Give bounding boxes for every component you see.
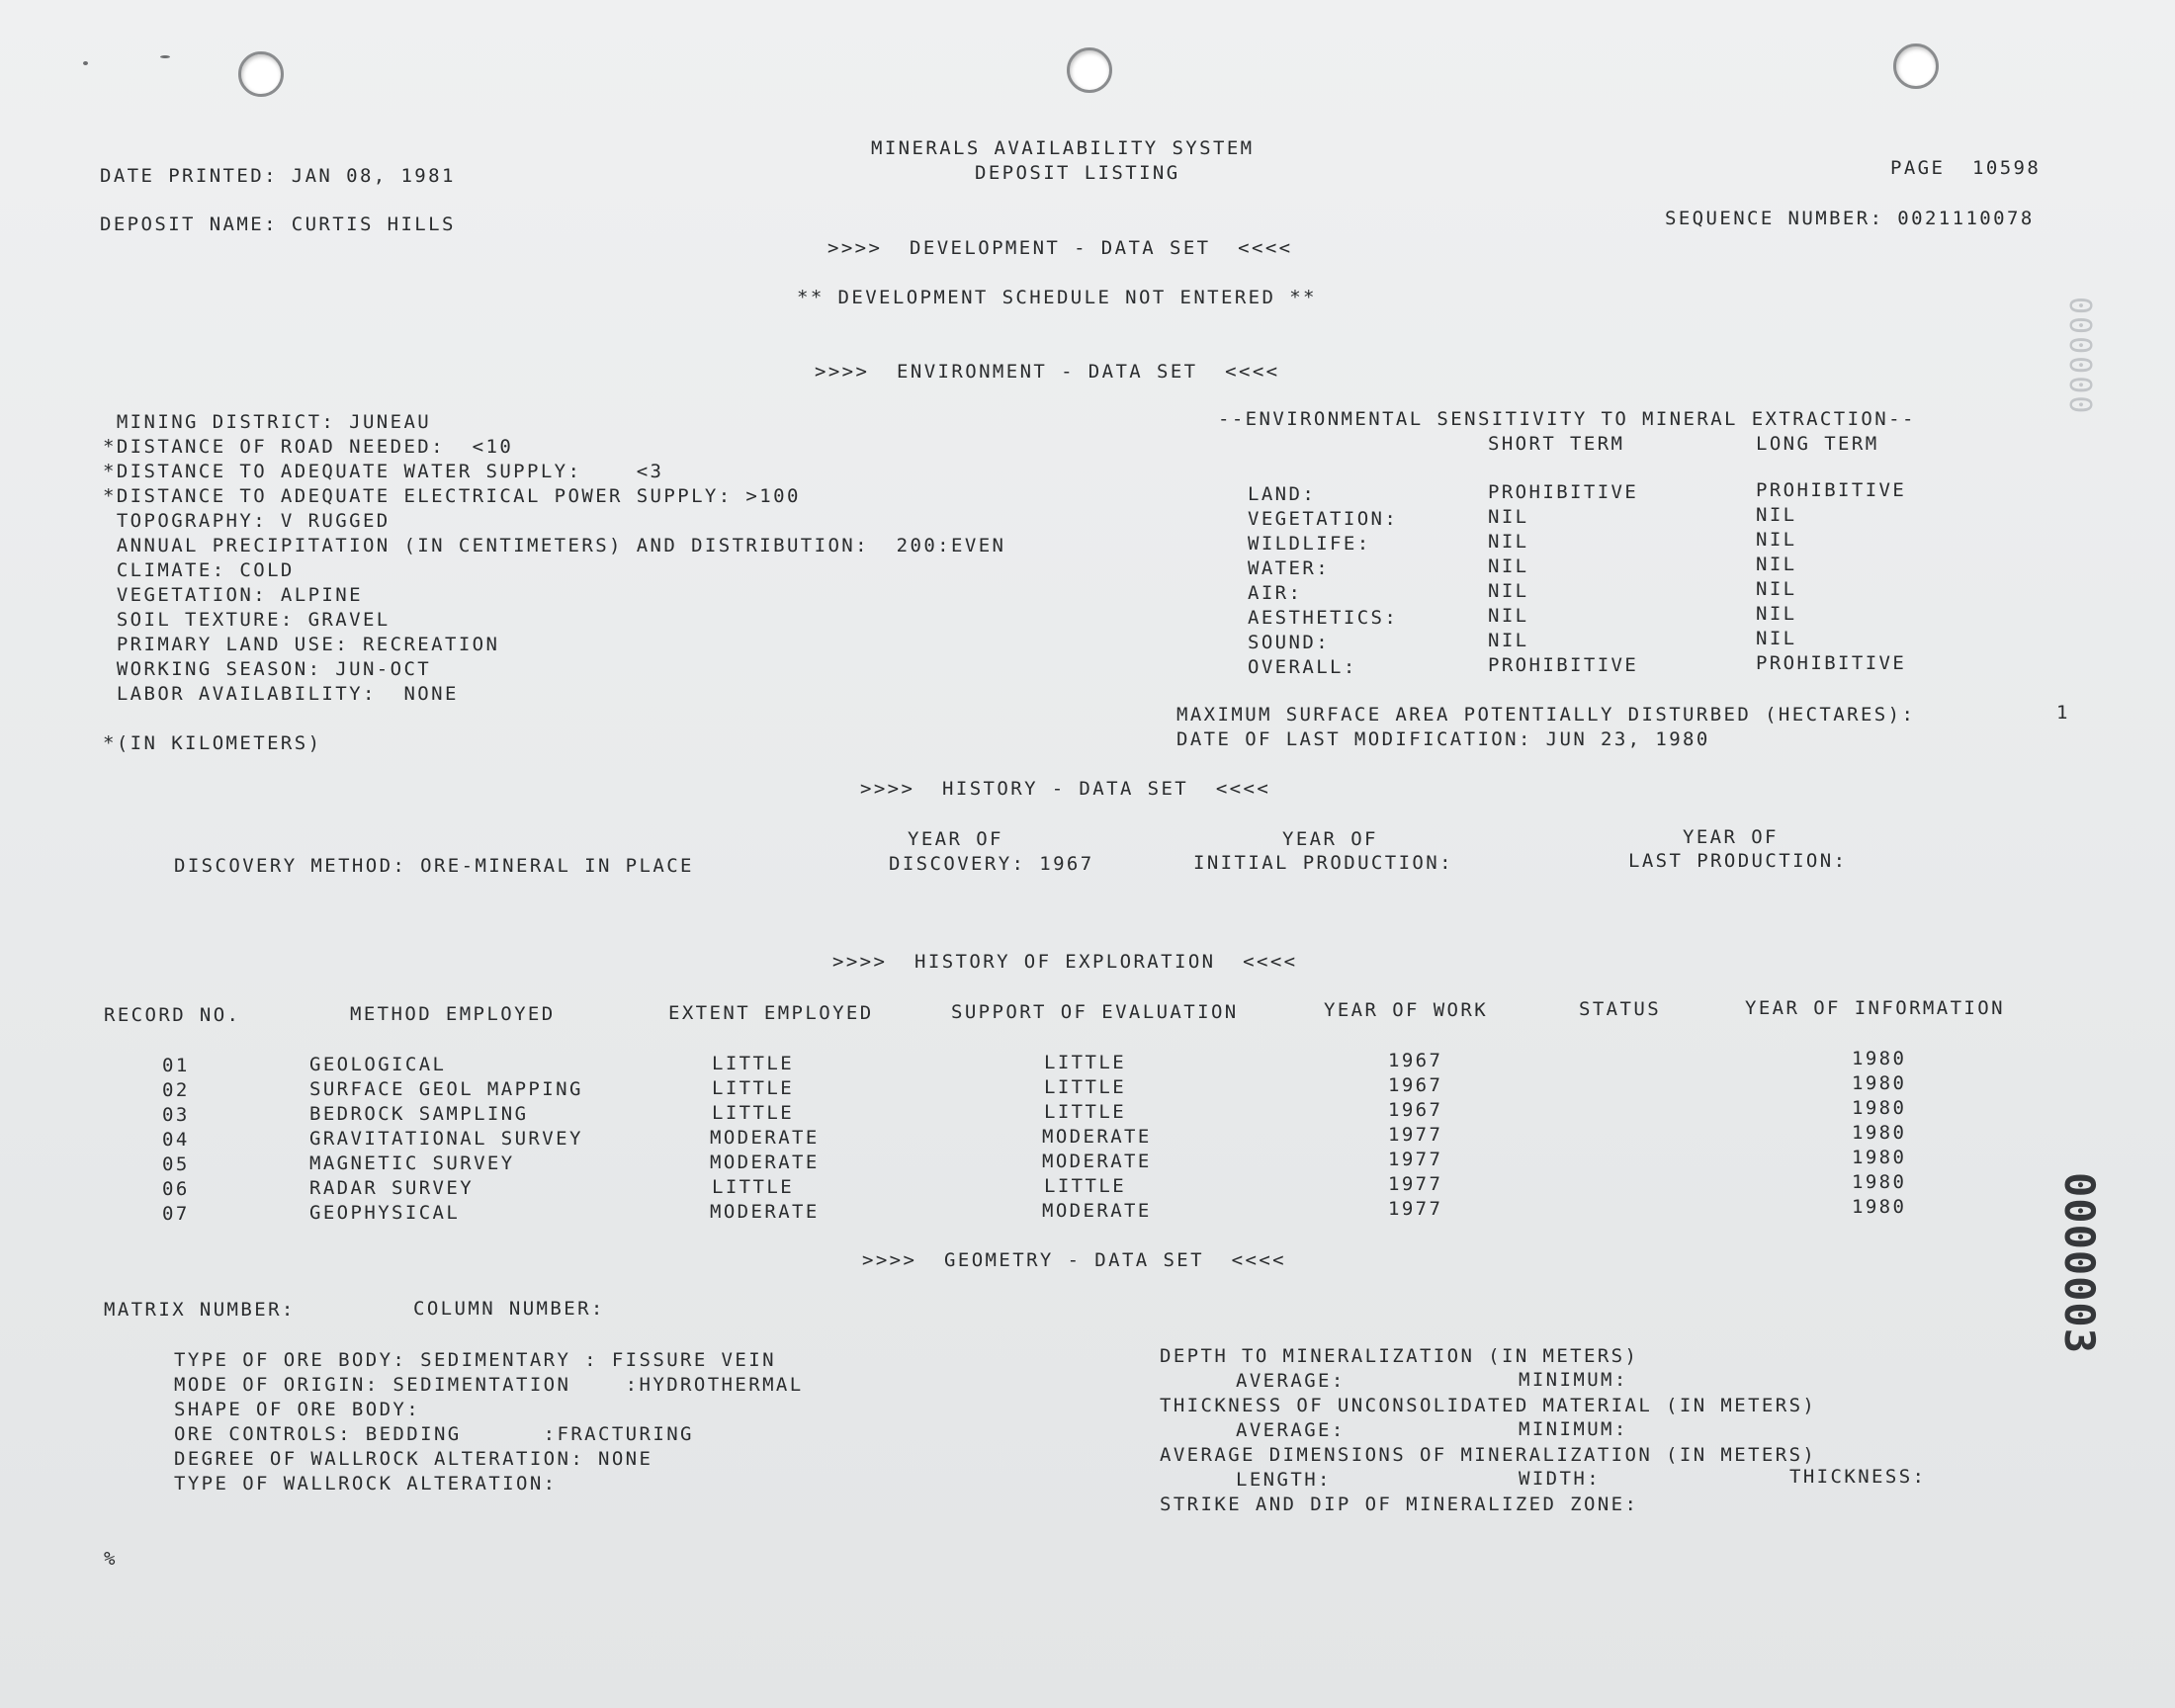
sensitivity-long: NIL <box>1756 554 1797 575</box>
system-title: MINERALS AVAILABILITY SYSTEM <box>871 137 1255 159</box>
dims-length: LENGTH: <box>1236 1469 1332 1491</box>
year-of-label: YEAR OF <box>1683 826 1779 848</box>
km-footnote: *(IN KILOMETERS) <box>103 732 322 754</box>
method: GRAVITATIONAL SURVEY <box>309 1128 583 1150</box>
col-status: STATUS <box>1579 998 1662 1020</box>
depth-average: AVERAGE: <box>1236 1370 1346 1392</box>
page-number: PAGE 10598 <box>1890 157 2042 179</box>
year-of-work: 1977 <box>1388 1124 1443 1146</box>
sensitivity-label: VEGETATION: <box>1248 508 1399 530</box>
year-of-work: 1977 <box>1388 1198 1443 1220</box>
last-production: LAST PRODUCTION: <box>1628 850 1848 872</box>
env-line: ANNUAL PRECIPITATION (IN CENTIMETERS) AND DISTRIBUTION: 200:EVEN <box>103 535 1006 556</box>
thick-average: AVERAGE: <box>1236 1419 1346 1441</box>
env-line: MINING DISTRICT: JUNEAU <box>103 411 432 433</box>
geometry-line: MODE OF ORIGIN: SEDIMENTATION :HYDROTHERMAL <box>174 1374 804 1396</box>
matrix-number: MATRIX NUMBER: <box>104 1299 296 1321</box>
extent: LITTLE <box>712 1053 795 1074</box>
sensitivity-label: AIR: <box>1248 582 1303 604</box>
last-modification: DATE OF LAST MODIFICATION: JUN 23, 1980 <box>1176 728 1710 750</box>
col-year-work: YEAR OF WORK <box>1324 999 1489 1021</box>
extent: MODERATE <box>710 1127 820 1149</box>
support: LITTLE <box>1044 1101 1127 1123</box>
year-of-info: 1980 <box>1852 1147 1907 1168</box>
column-number: COLUMN NUMBER: <box>413 1298 605 1320</box>
punch-hole-center <box>1067 47 1112 93</box>
geometry-line: TYPE OF ORE BODY: SEDIMENTARY : FISSURE VEIN <box>174 1349 776 1371</box>
col-extent: EXTENT EMPLOYED <box>668 1002 874 1024</box>
year-of-info: 1980 <box>1852 1097 1907 1119</box>
sensitivity-label: LAND: <box>1248 483 1317 505</box>
method: BEDROCK SAMPLING <box>309 1103 529 1125</box>
record-no: 02 <box>162 1079 190 1101</box>
support: LITTLE <box>1044 1052 1127 1073</box>
support: MODERATE <box>1042 1151 1152 1172</box>
development-note: ** DEVELOPMENT SCHEDULE NOT ENTERED ** <box>797 287 1317 308</box>
max-surface-area: MAXIMUM SURFACE AREA POTENTIALLY DISTURBED (HECTARES): <box>1176 704 1916 726</box>
extent: LITTLE <box>712 1176 795 1198</box>
geometry-line: DEGREE OF WALLROCK ALTERATION: NONE <box>174 1448 653 1470</box>
dims-width: WIDTH: <box>1519 1468 1602 1490</box>
extent: LITTLE <box>712 1077 795 1099</box>
method: MAGNETIC SURVEY <box>309 1153 515 1174</box>
record-no: 01 <box>162 1055 190 1076</box>
sensitivity-long: PROHIBITIVE <box>1756 652 1907 674</box>
year-of-work: 1967 <box>1388 1050 1443 1071</box>
extent: LITTLE <box>712 1102 795 1124</box>
sensitivity-short: NIL <box>1488 555 1529 577</box>
faint-margin-stamp: 000000 <box>2062 297 2097 416</box>
method: SURFACE GEOL MAPPING <box>309 1078 583 1100</box>
year-of-info: 1980 <box>1852 1048 1907 1069</box>
sensitivity-short: NIL <box>1488 605 1529 627</box>
record-no: 07 <box>162 1203 190 1225</box>
development-heading: >>>> DEVELOPMENT - DATA SET <<<< <box>827 237 1293 259</box>
dims-thickness: THICKNESS: <box>1789 1466 1927 1488</box>
env-line: *DISTANCE OF ROAD NEEDED: <10 <box>103 436 514 458</box>
sensitivity-label: WILDLIFE: <box>1248 533 1371 555</box>
thick-minimum: MINIMUM: <box>1519 1418 1628 1440</box>
env-line: CLIMATE: COLD <box>103 559 295 581</box>
short-term-header: SHORT TERM <box>1488 433 1625 455</box>
env-line: *DISTANCE TO ADEQUATE ELECTRICAL POWER SUPPLY: >100 <box>103 485 801 507</box>
env-line: VEGETATION: ALPINE <box>103 584 363 606</box>
punch-hole-right <box>1893 43 1939 89</box>
paper-speck <box>160 55 170 58</box>
environment-heading: >>>> ENVIRONMENT - DATA SET <<<< <box>815 361 1280 383</box>
punch-hole-left <box>238 51 284 97</box>
sensitivity-long: NIL <box>1756 578 1797 600</box>
record-no: 06 <box>162 1178 190 1200</box>
sensitivity-long: NIL <box>1756 529 1797 551</box>
thickness-title: THICKNESS OF UNCONSOLIDATED MATERIAL (IN METERS) <box>1160 1395 1817 1416</box>
sensitivity-title: --ENVIRONMENTAL SENSITIVITY TO MINERAL EXTRACTION-- <box>1218 408 1916 430</box>
col-method: METHOD EMPLOYED <box>350 1003 556 1025</box>
sensitivity-short: NIL <box>1488 506 1529 528</box>
discovery-method: DISCOVERY METHOD: ORE-MINERAL IN PLACE <box>174 855 694 877</box>
bold-margin-stamp: 0000003 <box>2055 1172 2104 1355</box>
env-line: PRIMARY LAND USE: RECREATION <box>103 634 500 655</box>
strike-dip: STRIKE AND DIP OF MINERALIZED ZONE: <box>1160 1494 1639 1515</box>
support: LITTLE <box>1044 1175 1127 1197</box>
support: MODERATE <box>1042 1200 1152 1222</box>
initial-production: INITIAL PRODUCTION: <box>1193 852 1453 874</box>
depth-minimum: MINIMUM: <box>1519 1369 1628 1391</box>
col-record-no: RECORD NO. <box>104 1004 241 1026</box>
paper-speck <box>83 61 88 65</box>
sensitivity-long: NIL <box>1756 504 1797 526</box>
record-no: 04 <box>162 1129 190 1151</box>
sensitivity-label: OVERALL: <box>1248 656 1357 678</box>
footer-mark: % <box>104 1548 118 1570</box>
method: RADAR SURVEY <box>309 1177 475 1199</box>
sensitivity-short: NIL <box>1488 580 1529 602</box>
geometry-heading: >>>> GEOMETRY - DATA SET <<<< <box>862 1249 1287 1271</box>
year-of-label: YEAR OF <box>1282 828 1378 850</box>
sensitivity-label: AESTHETICS: <box>1248 607 1399 629</box>
year-of-info: 1980 <box>1852 1171 1907 1193</box>
date-printed: DATE PRINTED: JAN 08, 1981 <box>100 165 456 187</box>
sensitivity-long: NIL <box>1756 628 1797 649</box>
year-of-work: 1977 <box>1388 1149 1443 1170</box>
env-line: LABOR AVAILABILITY: NONE <box>103 683 459 705</box>
extent: MODERATE <box>710 1152 820 1173</box>
year-of-info: 1980 <box>1852 1072 1907 1094</box>
method: GEOPHYSICAL <box>309 1202 461 1224</box>
sequence-number: SEQUENCE NUMBER: 0021110078 <box>1665 208 2035 229</box>
env-line: SOIL TEXTURE: GRAVEL <box>103 609 391 631</box>
discovery-year: DISCOVERY: 1967 <box>889 853 1094 875</box>
history-heading: >>>> HISTORY - DATA SET <<<< <box>860 778 1271 800</box>
sensitivity-long: PROHIBITIVE <box>1756 479 1907 501</box>
year-of-info: 1980 <box>1852 1122 1907 1144</box>
sensitivity-short: NIL <box>1488 531 1529 553</box>
env-line: WORKING SEASON: JUN-OCT <box>103 658 432 680</box>
col-support: SUPPORT OF EVALUATION <box>951 1001 1239 1023</box>
exploration-heading: >>>> HISTORY OF EXPLORATION <<<< <box>832 951 1298 973</box>
geometry-line: ORE CONTROLS: BEDDING :FRACTURING <box>174 1423 694 1445</box>
extent: MODERATE <box>710 1201 820 1223</box>
sensitivity-short: PROHIBITIVE <box>1488 654 1639 676</box>
geometry-line: SHAPE OF ORE BODY: <box>174 1399 421 1420</box>
support: LITTLE <box>1044 1076 1127 1098</box>
record-no: 03 <box>162 1104 190 1126</box>
deposit-name: DEPOSIT NAME: CURTIS HILLS <box>100 214 456 235</box>
method: GEOLOGICAL <box>309 1054 447 1075</box>
sensitivity-short: NIL <box>1488 630 1529 651</box>
depth-title: DEPTH TO MINERALIZATION (IN METERS) <box>1160 1345 1639 1367</box>
year-of-label: YEAR OF <box>908 828 1003 850</box>
sensitivity-label: SOUND: <box>1248 632 1331 653</box>
record-no: 05 <box>162 1153 190 1175</box>
listing-title: DEPOSIT LISTING <box>975 162 1180 184</box>
col-year-info: YEAR OF INFORMATION <box>1745 997 2005 1019</box>
env-line: *DISTANCE TO ADEQUATE WATER SUPPLY: <3 <box>103 461 664 482</box>
max-surface-value: 1 <box>2056 702 2070 724</box>
dims-title: AVERAGE DIMENSIONS OF MINERALIZATION (IN METERS) <box>1160 1444 1817 1466</box>
year-of-info: 1980 <box>1852 1196 1907 1218</box>
sensitivity-short: PROHIBITIVE <box>1488 481 1639 503</box>
sensitivity-label: WATER: <box>1248 557 1331 579</box>
env-line: TOPOGRAPHY: V RUGGED <box>103 510 391 532</box>
sensitivity-long: NIL <box>1756 603 1797 625</box>
year-of-work: 1977 <box>1388 1173 1443 1195</box>
year-of-work: 1967 <box>1388 1099 1443 1121</box>
support: MODERATE <box>1042 1126 1152 1148</box>
geometry-line: TYPE OF WALLROCK ALTERATION: <box>174 1473 558 1494</box>
year-of-work: 1967 <box>1388 1074 1443 1096</box>
long-term-header: LONG TERM <box>1756 433 1879 455</box>
